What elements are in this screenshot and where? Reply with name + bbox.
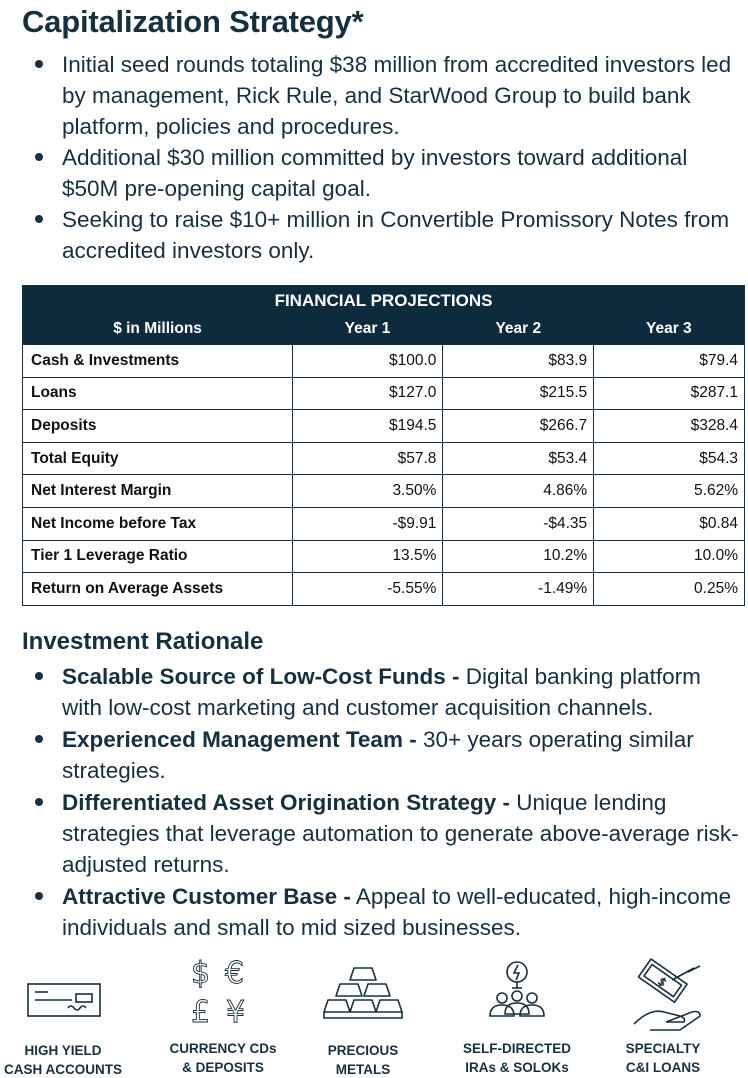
rationale-bullet-title: Differentiated Asset Origination Strategy - (62, 790, 510, 815)
capitalization-heading: Capitalization Strategy* (22, 4, 364, 39)
table-row (23, 442, 745, 475)
product-label-line1: PRECIOUS (327, 1043, 399, 1058)
year-3-value: $54.3 (594, 442, 745, 475)
year-1-value: $100.0 (292, 345, 443, 378)
year-3-value: 10.0% (594, 540, 745, 573)
row-label: Net Income before Tax (23, 507, 293, 540)
product-label-line2: METALS (335, 1062, 391, 1077)
rationale-bullet-title: Scalable Source of Low-Cost Funds - (62, 664, 460, 689)
bullet-icon (35, 60, 43, 68)
product-precious-metals (288, 952, 438, 1077)
year-2-value: 10.2% (443, 540, 594, 573)
product-icons-row (0, 952, 748, 1078)
year-3-value: 0.25% (594, 573, 745, 606)
capitalization-list (22, 49, 744, 266)
bullet-icon (35, 153, 43, 161)
rationale-bullet-title: Experienced Management Team - (62, 727, 417, 752)
currency-glyph: $ (191, 956, 211, 991)
currency-glyph: ¥ (226, 995, 246, 1030)
currency-glyph: £ (191, 995, 211, 1030)
table-row (23, 475, 745, 508)
row-label: Total Equity (23, 442, 293, 475)
row-label: Return on Average Assets (23, 573, 293, 606)
year-1-value: 3.50% (292, 475, 443, 508)
financial-projections-table (22, 285, 745, 606)
year-2-value: $215.5 (443, 377, 594, 410)
year-2-value: $266.7 (443, 410, 594, 443)
bullet-icon (35, 892, 43, 900)
rationale-bullet (22, 661, 744, 723)
table-title: FINANCIAL PROJECTIONS (23, 286, 745, 315)
rationale-bullet-text: Appeal to well-educated, high-income individuals and small to mid sized businesses. (62, 884, 732, 940)
currency-icon (148, 952, 298, 1042)
table-row (23, 573, 745, 606)
product-label-line2: & DEPOSITS (182, 1060, 264, 1075)
year-1-value: $194.5 (292, 410, 443, 443)
rationale-bullet-text: 30+ years operating similar strategies. (62, 727, 694, 783)
year-3-value: $328.4 (594, 410, 745, 443)
people-icon (442, 952, 592, 1042)
year-2-value: -1.49% (443, 573, 594, 606)
column-header: Year 2 (443, 315, 594, 345)
gold-bars-icon (288, 952, 438, 1042)
money-hand-icon (588, 952, 738, 1042)
column-header: $ in Millions (23, 315, 293, 345)
product-high-yield (0, 952, 138, 1077)
product-label-line2: C&I LOANS (625, 1060, 701, 1075)
product-self-directed (442, 952, 592, 1075)
rationale-bullet (22, 881, 744, 943)
year-2-value: -$4.35 (443, 507, 594, 540)
capitalization-bullet (22, 49, 744, 142)
row-label: Tier 1 Leverage Ratio (23, 540, 293, 573)
table-row (23, 410, 745, 443)
product-label-line1: CURRENCY CDs (169, 1041, 277, 1056)
product-label-line1: SPECIALTY (625, 1041, 701, 1056)
rationale-list (22, 661, 744, 944)
bullet-text: Seeking to raise $10+ million in Convertible Promissory Notes from accredited investors only. (62, 207, 730, 263)
table-row (23, 345, 745, 378)
table-row (23, 540, 745, 573)
column-header: Year 1 (292, 315, 443, 345)
bullet-text: Initial seed rounds totaling $38 million from accredited investors led by management, Rick Rule, and StarWood Group to build bank platform, policies and procedures. (62, 52, 732, 139)
bullet-icon (35, 215, 43, 223)
year-3-value: $287.1 (594, 377, 745, 410)
rationale-bullet (22, 787, 744, 880)
row-label: Deposits (23, 410, 293, 443)
rationale-bullet-title: Attractive Customer Base - (62, 884, 351, 909)
product-label-line2: CASH ACCOUNTS (4, 1062, 122, 1077)
year-1-value: $127.0 (292, 377, 443, 410)
year-3-value: $79.4 (594, 345, 745, 378)
year-1-value: -5.55% (292, 573, 443, 606)
year-1-value: $57.8 (292, 442, 443, 475)
year-2-value: 4.86% (443, 475, 594, 508)
row-label: Net Interest Margin (23, 475, 293, 508)
bullet-icon (35, 798, 43, 806)
svg-text:$: $ (655, 974, 669, 990)
product-specialty-loans (588, 952, 738, 1075)
rationale-heading: Investment Rationale (22, 628, 264, 655)
currency-glyph: € (225, 956, 245, 991)
rationale-bullet (22, 724, 744, 786)
year-3-value: $0.84 (594, 507, 745, 540)
row-label: Cash & Investments (23, 345, 293, 378)
column-header: Year 3 (594, 315, 745, 345)
capitalization-bullet (22, 204, 744, 266)
capitalization-bullet (22, 142, 744, 204)
year-1-value: -$9.91 (292, 507, 443, 540)
bullet-icon (35, 672, 43, 680)
rationale-bullet-text: Digital banking platform with low-cost marketing and customer acquisition channels. (62, 664, 701, 720)
table-row (23, 507, 745, 540)
year-2-value: $53.4 (443, 442, 594, 475)
rationale-bullet-text: Unique lending strategies that leverage automation to generate above-average risk-adjusted returns. (62, 790, 739, 877)
bullet-icon (35, 735, 43, 743)
year-1-value: 13.5% (292, 540, 443, 573)
row-label: Loans (23, 377, 293, 410)
product-currency (148, 952, 298, 1075)
bullet-text: Additional $30 million committed by investors toward additional $50M pre-opening capital goal. (62, 145, 688, 201)
year-2-value: $83.9 (443, 345, 594, 378)
check-icon (0, 952, 138, 1042)
table-row (23, 377, 745, 410)
product-label-line1: SELF-DIRECTED (463, 1041, 571, 1056)
product-label-line2: IRAs & SOLOKs (465, 1060, 569, 1075)
year-3-value: 5.62% (594, 475, 745, 508)
product-label-line1: HIGH YIELD (24, 1043, 102, 1058)
